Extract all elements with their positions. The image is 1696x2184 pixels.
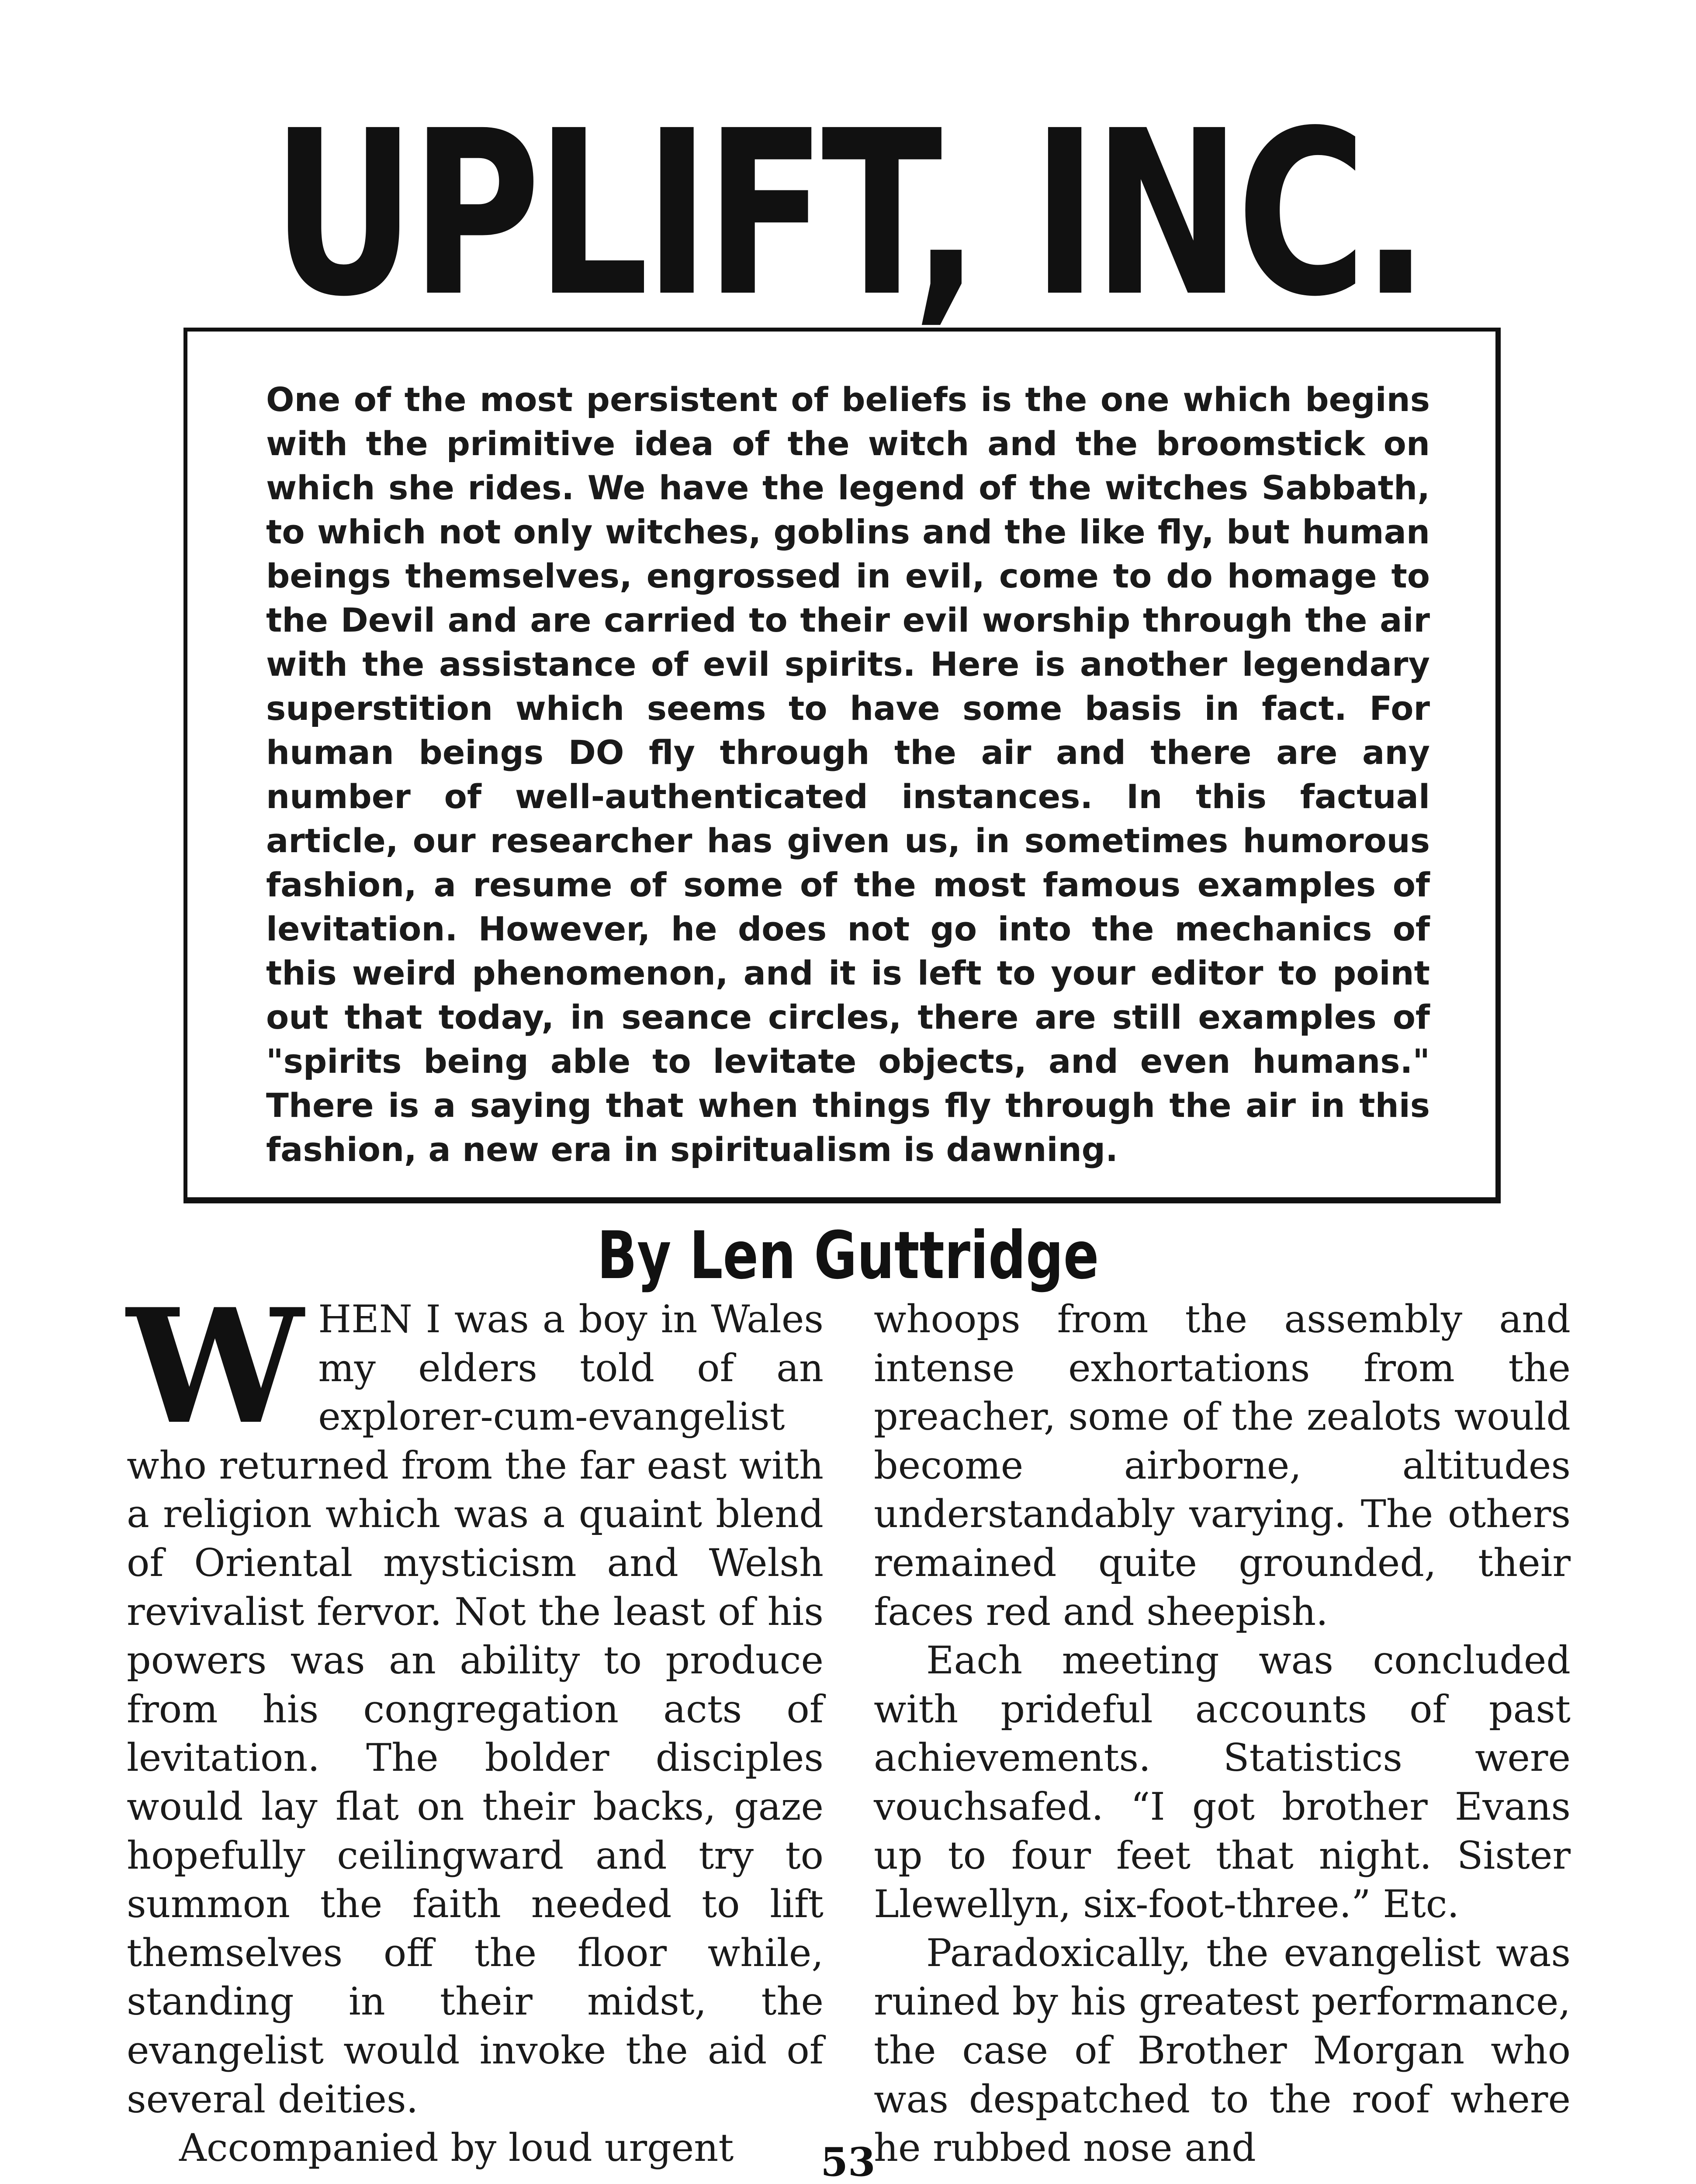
right-paragraph-2: Each meeting was concluded with prideful accounts of past achievements. Statistics were vouchsafed. “I got brother Evans up to four feet that night. Sister Llewellyn, six-foot-three.” Etc. — [874, 1638, 1571, 1927]
drop-cap: W — [127, 1274, 304, 1459]
left-paragraph-2: Accompanied by loud urgent — [179, 2125, 734, 2170]
left-paragraph-1 — [127, 1274, 824, 2124]
left-paragraph-1-text: HEN I was a boy in Wales my elders told of an explorer-cum-evangelist who returned from the far east with a religion which was a quaint blend of Oriental mysticism and Welsh revivalist fervor. Not the least of his powers was an ability to produce from his congregation acts of levitation. The bolder disciples would lay flat on their backs, gaze hopefully ceilingward and try to summon the faith needed to lift themselves off the floor while, standing in their midst, the evangelist would invoke the aid of several deities. — [127, 1297, 824, 2122]
left-column — [127, 1274, 824, 2173]
article-title: UPLIFT, INC. — [271, 82, 1425, 346]
byline: By Len Guttridge — [597, 1218, 1099, 1294]
right-column — [874, 1295, 1571, 2173]
page-number: 53 — [820, 2139, 876, 2184]
intro-box — [183, 328, 1501, 1203]
right-paragraph-1: whoops from the assembly and intense exhortations from the preacher, some of the zealots would become airborne, altitudes understandably varying. The others remained quite grounded, their faces red and sheepish. — [874, 1297, 1571, 1634]
right-paragraph-3: Paradoxically, the evangelist was ruined by his greatest performance, the case of Brother Morgan who was despatched to the roof where he rubbed nose and — [874, 1930, 1571, 2170]
intro-text: One of the most persistent of beliefs is the one which begins with the primitive idea of the witch and the broomstick on which she rides. We have the legend of the witches Sabbath, to which not only witches, goblins and the like fly, but human beings themselves, engrossed in evil, come to do homage to the Devil and are carried to their evil worship through the air with the assistance of evil spirits. Here is another legendary superstition which seems to have some basis in fact. For human beings DO fly through the air and there are any number of well-authenticated instances. In this factual article, our researcher has given us, in sometimes humorous fashion, a resume of some of the most famous examples of levitation. However, he does not go into the mechanics of this weird phenomenon, and it is left to your editor to point out that today, in seance circles, there are still examples of "spirits being able to levitate objects, and even humans." There is a saying that when things fly through the air in this fashion, a new era in spiritualism is dawning. — [266, 380, 1430, 1169]
